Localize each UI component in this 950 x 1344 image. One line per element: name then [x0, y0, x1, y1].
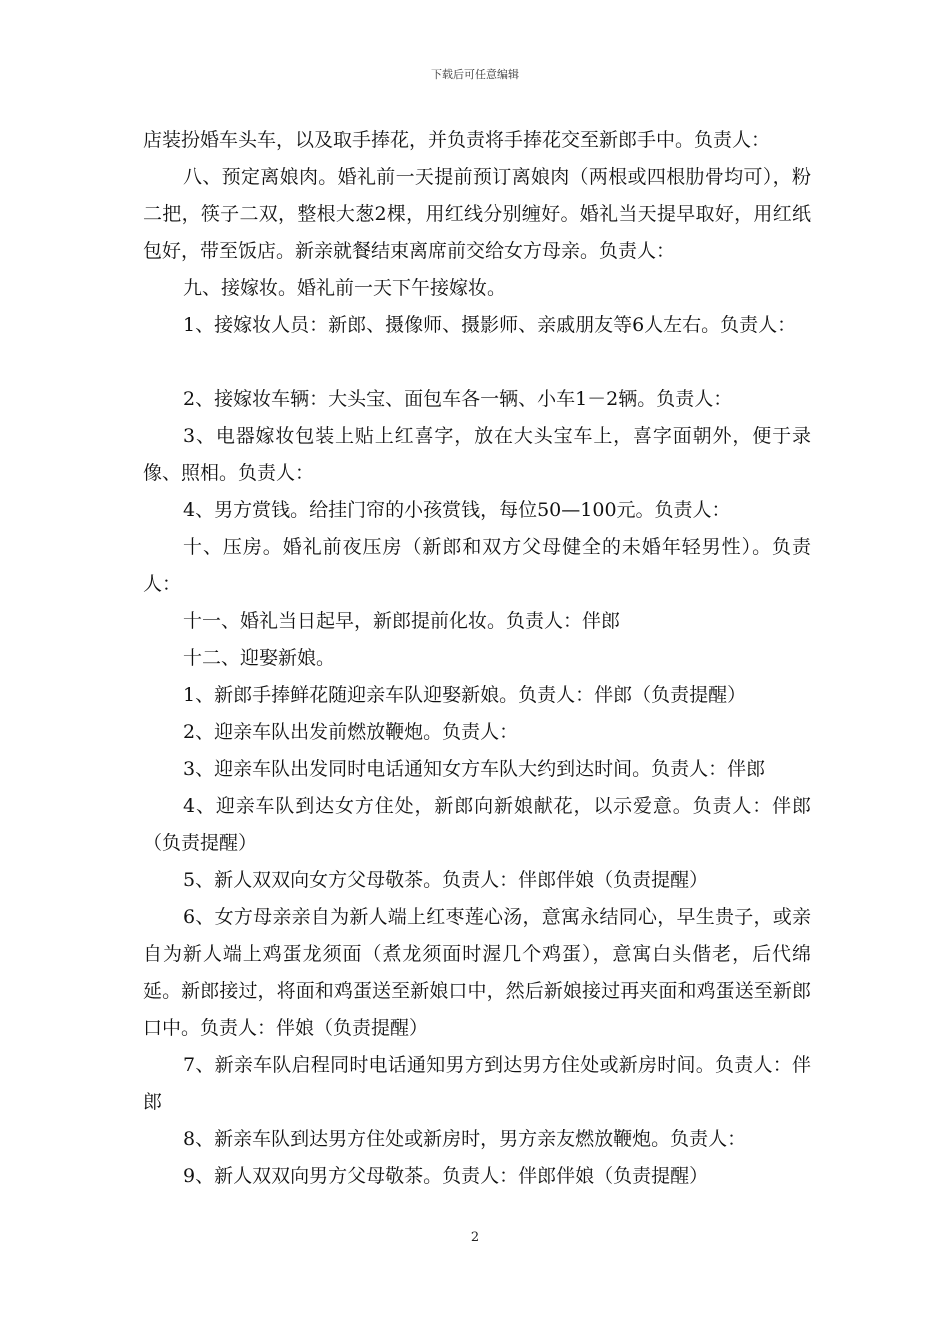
page-header: 下载后可任意编辑	[431, 68, 519, 81]
paragraph-item-9-1: 1、接嫁妆人员：新郎、摄像师、摄影师、亲戚朋友等6人左右。负责人：	[183, 314, 797, 336]
document-body	[143, 122, 811, 1195]
paragraph-item-9-3: 3、电器嫁妆包装上贴上红喜字，放在大头宝车上，喜字面朝外，便于录像、照相。负责人：	[143, 425, 811, 484]
paragraph-item-12-5: 5、新人双双向女方父母敬茶。负责人：伴郎伴娘（负责提醒）	[183, 869, 709, 891]
paragraph-item-9: 九、接嫁妆。婚礼前一天下午接嫁妆。	[183, 277, 507, 299]
paragraph-item-12-1: 1、新郎手捧鲜花随迎亲车队迎娶新娘。负责人：伴郎（负责提醒）	[183, 684, 747, 706]
paragraph-item-9-2: 2、接嫁妆车辆：大头宝、面包车各一辆、小车1－2辆。负责人：	[183, 388, 733, 410]
paragraph-continuation: 店装扮婚车头车，以及取手捧花，并负责将手捧花交至新郎手中。负责人：	[143, 129, 771, 151]
paragraph-item-12-9: 9、新人双双向男方父母敬茶。负责人：伴郎伴娘（负责提醒）	[183, 1165, 709, 1187]
paragraph-item-10: 十、压房。婚礼前夜压房（新郎和双方父母健全的未婚年轻男性）。负责人：	[143, 536, 811, 595]
paragraph-item-11: 十一、婚礼当日起早，新郎提前化妆。负责人：伴郎	[183, 610, 621, 632]
paragraph-item-8: 八、预定离娘肉。婚礼前一天提前预订离娘肉（两根或四根肋骨均可），粉二把，筷子二双，整根大葱2棵，用红线分别缠好。婚礼当天提早取好，用红纸包好，带至饭店。新亲就餐结束离席前交给女方母亲。负责人：	[143, 166, 811, 262]
page-number: 2	[470, 1230, 480, 1245]
paragraph-item-12: 十二、迎娶新娘。	[183, 647, 336, 669]
paragraph-item-12-3: 3、迎亲车队出发同时电话通知女方车队大约到达时间。负责人：伴郎	[183, 758, 766, 780]
paragraph-item-12-8: 8、新亲车队到达男方住处或新房时，男方亲友燃放鞭炮。负责人：	[183, 1128, 747, 1150]
paragraph-item-9-4: 4、男方赏钱。给挂门帘的小孩赏钱，每位50—100元。负责人：	[183, 499, 731, 521]
paragraph-item-12-7: 7、新亲车队启程同时电话通知男方到达男方住处或新房时间。负责人：伴郎	[143, 1054, 811, 1113]
paragraph-item-12-4: 4、迎亲车队到达女方住处，新郎向新娘献花，以示爱意。负责人：伴郎（负责提醒）	[143, 795, 811, 854]
paragraph-item-12-2: 2、迎亲车队出发前燃放鞭炮。负责人：	[183, 721, 519, 743]
paragraph-item-12-6: 6、女方母亲亲自为新人端上红枣莲心汤，意寓永结同心，早生贵子，或亲自为新人端上鸡蛋龙须面（煮龙须面时渥几个鸡蛋），意寓白头偕老，后代绵延。新郎接过，将面和鸡蛋送至新娘口中，然后新娘接过再夹面和鸡蛋送至新郎口中。负责人：伴娘（负责提醒）	[143, 906, 811, 1039]
